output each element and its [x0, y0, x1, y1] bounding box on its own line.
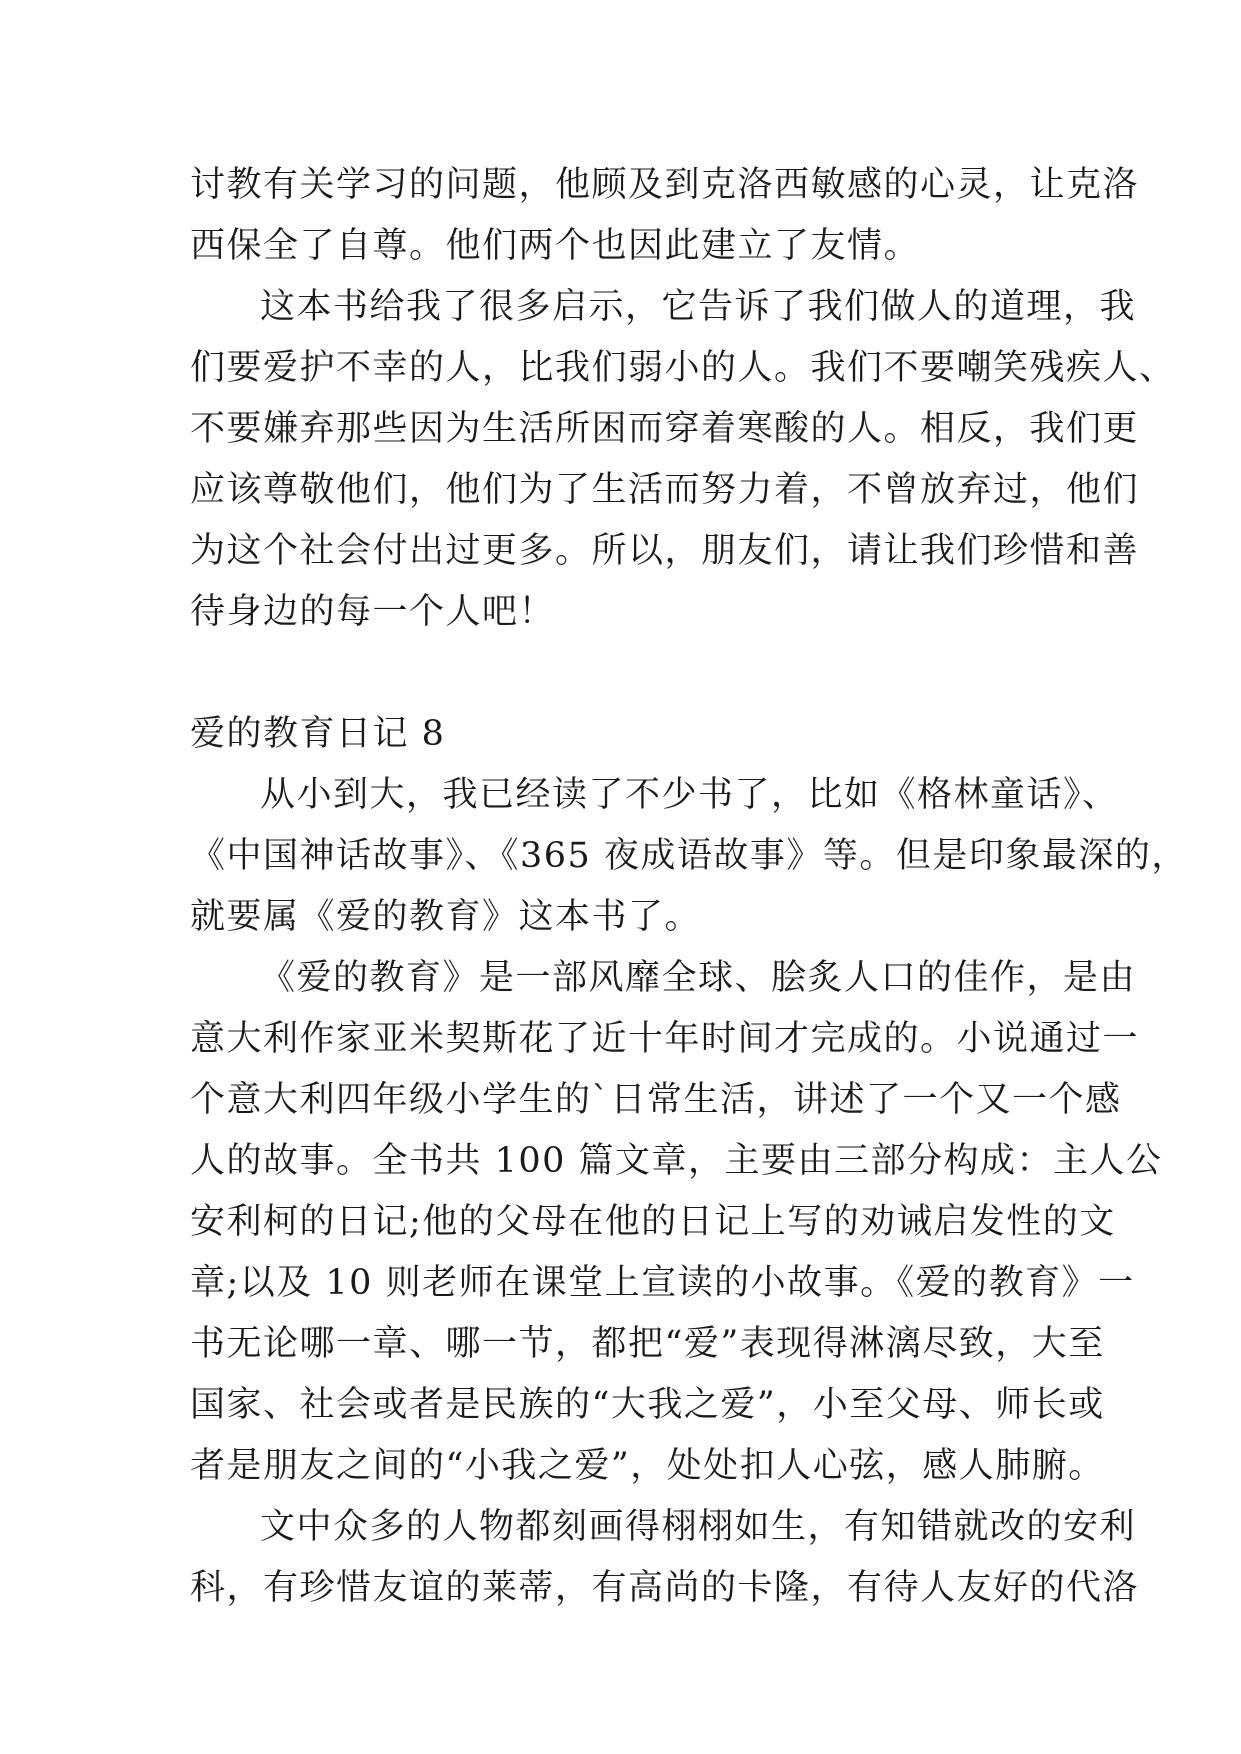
text-line: 章;以及 10 则老师在课堂上宣读的小故事。《爱的教育》一 [190, 1263, 1135, 1303]
text-line: 西保全了自尊。他们两个也因此建立了友情。 [190, 226, 921, 266]
text-line: 不要嫌弃那些因为生活所困而穿着寒酸的人。相反，我们更 [190, 409, 1140, 449]
text-line: 国家、社会或者是民族的“大我之爱”，小至父母、师长或 [190, 1385, 1105, 1425]
text-line: 讨教有关学习的问题，他顾及到克洛西敏感的心灵，让克洛 [190, 165, 1140, 205]
text-line: 书无论哪一章、哪一节，都把“爱”表现得淋漓尽致，大至 [190, 1324, 1105, 1364]
text-line: 《中国神话故事》、《365 夜成语故事》等。但是印象最深的， [190, 836, 1188, 876]
text-line: 就要属《爱的教育》这本书了。 [190, 897, 702, 937]
text-line: 个意大利四年级小学生的`日常生活，讲述了一个又一个感 [190, 1080, 1122, 1120]
paragraph-first-line: 《爱的教育》是一部风靡全球、脍炙人口的佳作，是由 [260, 958, 1137, 998]
paragraph-first-line: 这本书给我了很多启示，它告诉了我们做人的道理，我 [260, 287, 1137, 327]
section-heading: 爱的教育日记 8 [190, 714, 446, 754]
text-line: 们要爱护不幸的人，比我们弱小的人。我们不要嘲笑残疾人、 [190, 348, 1176, 388]
text-line: 人的故事。全书共 100 篇文章，主要由三部分构成：主人公 [190, 1141, 1163, 1181]
text-line: 者是朋友之间的“小我之爱”，处处扣人心弦，感人肺腑。 [190, 1446, 1105, 1486]
paragraph-first-line: 文中众多的人物都刻画得栩栩如生，有知错就改的安利 [260, 1507, 1137, 1547]
paragraph-first-line: 从小到大，我已经读了不少书了，比如《格林童话》、 [260, 775, 1119, 815]
text-line: 为这个社会付出过更多。所以，朋友们，请让我们珍惜和善 [190, 531, 1140, 571]
text-line: 安利柯的日记;他的父母在他的日记上写的劝诫启发性的文 [190, 1202, 1116, 1242]
text-line: 应该尊敬他们，他们为了生活而努力着，不曾放弃过，他们 [190, 470, 1140, 510]
text-line: 意大利作家亚米契斯花了近十年时间才完成的。小说通过一 [190, 1019, 1140, 1059]
text-line: 科，有珍惜友谊的莱蒂，有高尚的卡隆，有待人友好的代洛 [190, 1568, 1140, 1608]
section-gap [190, 643, 1065, 704]
text-line: 待身边的每一个人吧！ [190, 592, 556, 632]
document-body [190, 155, 1188, 1619]
